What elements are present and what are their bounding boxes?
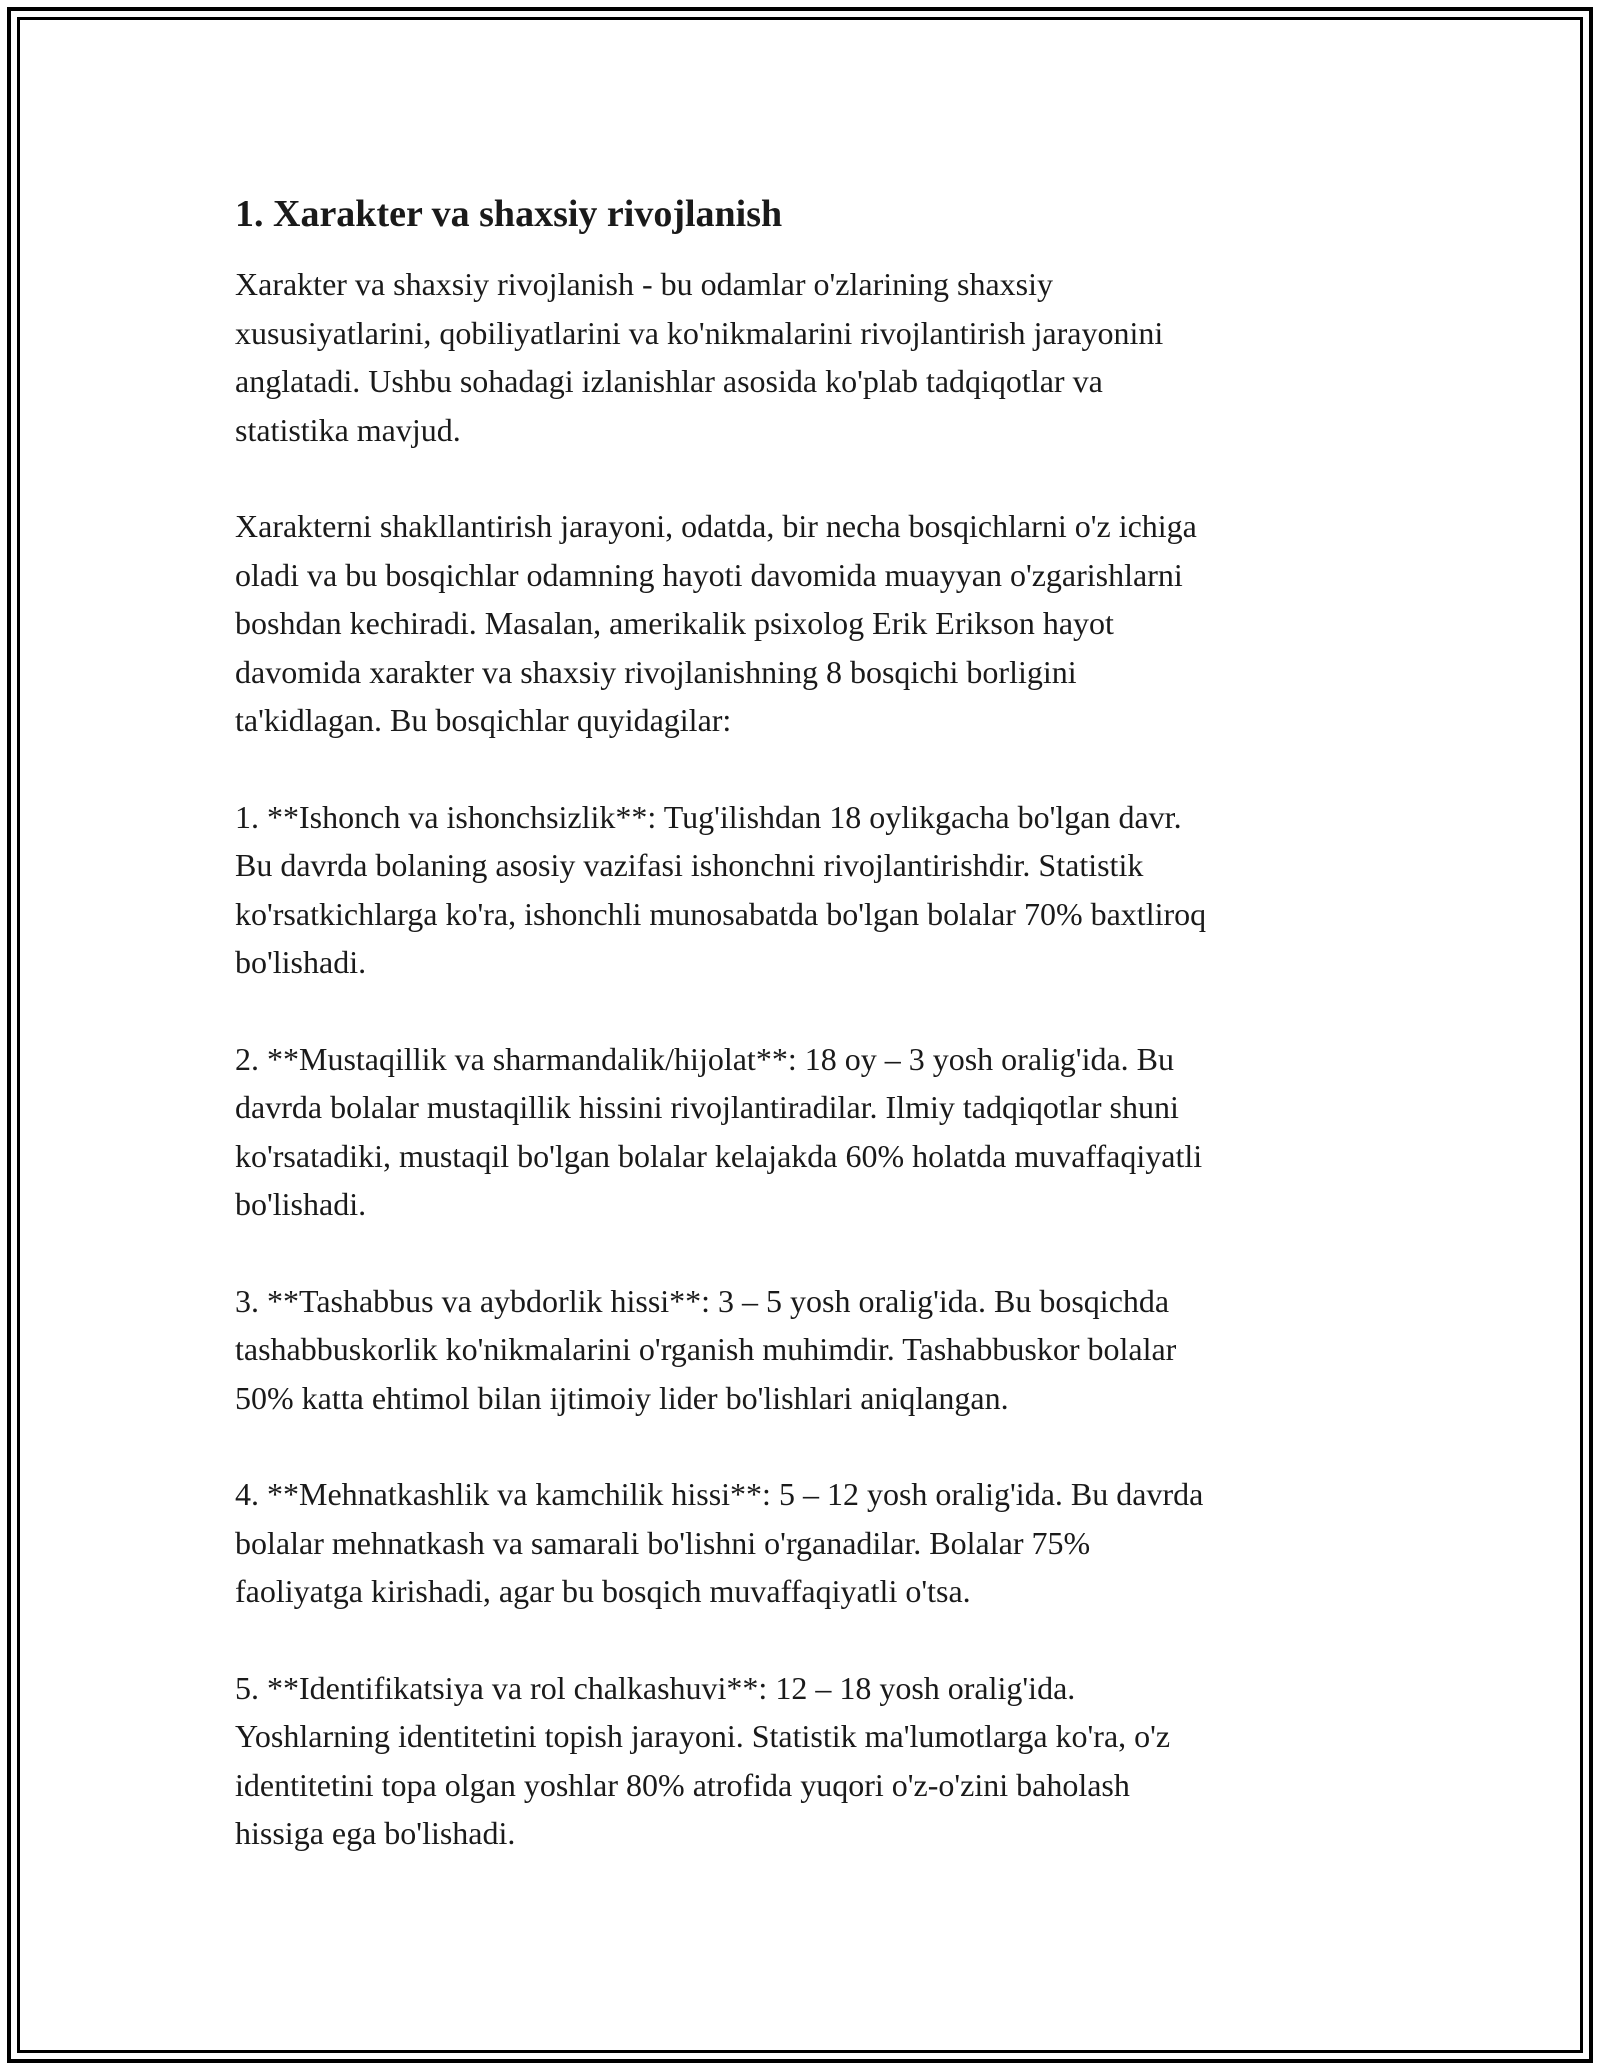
stage-3-paragraph: 3. **Tashabbus va aybdorlik hissi**: 3 – 5 yosh oralig'ida. Bu bosqichda tashabbuskorlik ko'nikmalarini o'rganish muhimdir. Tashabbuskor bolalar 50% katta ehtimol bilan ijtimoiy lider bo'lishlari aniqlangan. [235, 1282, 1177, 1416]
section-heading: 1. Xarakter va shaxsiy rivojlanish [235, 193, 783, 235]
stage-5-paragraph: 5. **Identifikatsiya va rol chalkashuvi**: 12 – 18 yosh oralig'ida. Yoshlarning identitetini topish jarayoni. Statistik ma'lumotlarga ko'ra, o'z identitetini topa olgan yoshlar 80% atrofida yuqori o'z-o'zini baholash hissiga ega bo'lishadi. [235, 1669, 1171, 1851]
stages-intro-paragraph: Xarakterni shakllantirish jarayoni, odatda, bir necha bosqichlarni o'z ichiga oladi va bu bosqichlar odamning hayoti davomida muayyan o'zgarishlarni boshdan kechiradi. Masalan, amerikalik psixolog Erik Erikson hayot davomida xarakter va shaxsiy rivojlanishning 8 bosqichi borligini ta'kidlagan. Bu bosqichlar quyidagilar: [235, 508, 1197, 738]
document-body [235, 186, 1365, 1906]
intro-paragraph: Xarakter va shaxsiy rivojlanish - bu odamlar o'zlarining shaxsiy xususiyatlarini, qobiliyatlarini va ko'nikmalarini rivojlantirish jarayonini anglatadi. Ushbu sohadagi izlanishlar asosida ko'plab tadqiqotlar va statistika mavjud. [235, 266, 1164, 448]
stage-2-paragraph: 2. **Mustaqillik va sharmandalik/hijolat**: 18 oy – 3 yosh oralig'ida. Bu davrda bolalar mustaqillik hissini rivojlantiradilar. Ilmiy tadqiqotlar shuni ko'rsatadiki, mustaqil bo'lgan bolalar kelajakda 60% holatda muvaffaqiyatli bo'lishadi. [235, 1040, 1203, 1222]
stage-4-paragraph: 4. **Mehnatkashlik va kamchilik hissi**: 5 – 12 yosh oralig'ida. Bu davrda bolalar mehnatkash va samarali bo'lishni o'rganadilar. Bolalar 75% faoliyatga kirishadi, agar bu bosqich muvaffaqiyatli o'tsa. [235, 1476, 1204, 1609]
stage-1-paragraph: 1. **Ishonch va ishonchsizlik**: Tug'ilishdan 18 oylikgacha bo'lgan davr. Bu davrda bolaning asosiy vazifasi ishonchni rivojlantirishdir. Statistik ko'rsatkichlarga ko'ra, ishonchli munosabatda bo'lgan bolalar 70% baxtliroq bo'lishadi. [235, 798, 1207, 980]
